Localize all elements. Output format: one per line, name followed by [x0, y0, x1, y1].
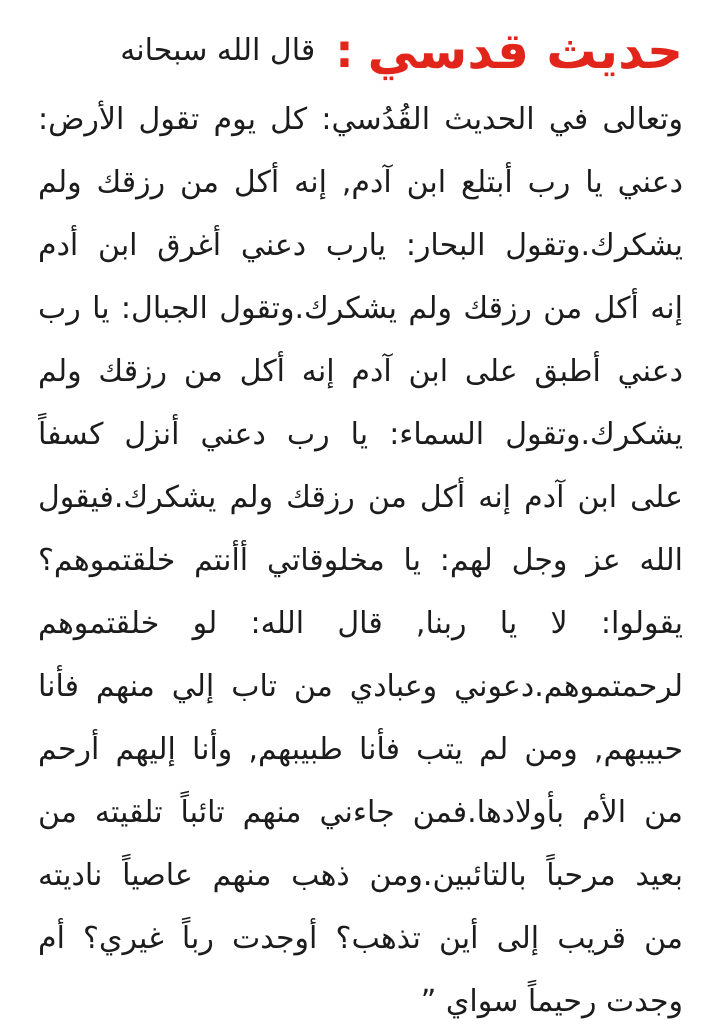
text-line-5: دعني أطبق على ابن آدم إنه أكل من رزقك ولم [38, 354, 683, 389]
text-line-4: إنه أكل من رزقك ولم يشكرك.وتقول الجبال: يا رب [38, 291, 683, 326]
text-line-14: من قريب إلى أين تذهب؟ أوجدت رباً غيري؟ أم [38, 921, 683, 956]
text-line-6: يشكرك.وتقول السماء: يا رب دعني أنزل كسفاً [38, 417, 683, 452]
heading-title: حديث قدسي [367, 22, 683, 80]
text-line-15: وجدت رحيماً سواي ” [420, 984, 683, 1019]
text-line-13: بعيد مرحباً بالتائبين.ومن ذهب منهم عاصياً ناديته [38, 858, 683, 893]
text-line-3: يشكرك.وتقول البحار: يارب دعني أغرق ابن أدم [38, 228, 683, 263]
heading-tail-text: قال الله سبحانه [120, 33, 316, 68]
text-line-11: حبيبهم, ومن لم يتب فأنا طبيبهم, وأنا إليهم أرحم [38, 732, 683, 767]
text-line-7: على ابن آدم إنه أكل من رزقك ولم يشكرك.فيقول [38, 480, 683, 515]
text-line-8: الله عز وجل لهم: يا مخلوقاتي أأنتم خلقتموهم؟ [38, 543, 683, 578]
text-line-1: وتعالى في الحديث القُدُسي: كل يوم تقول الأرض: [38, 102, 683, 137]
heading-colon: : [335, 24, 354, 78]
hadith-text [38, 14, 683, 1033]
text-line-9: يقولوا: لا يا ربنا, قال الله: لو خلقتموهم [38, 606, 683, 641]
heading-line [38, 14, 683, 88]
text-line-10: لرحمتموهم.دعوني وعبادي من تاب إلي منهم فأنا [38, 669, 683, 704]
text-line-12: من الأم بأولادها.فمن جاءني منهم تائباً تلقيته من [38, 795, 683, 830]
text-line-2: دعني يا رب أبتلع ابن آدم, إنه أكل من رزقك ولم [38, 165, 683, 200]
